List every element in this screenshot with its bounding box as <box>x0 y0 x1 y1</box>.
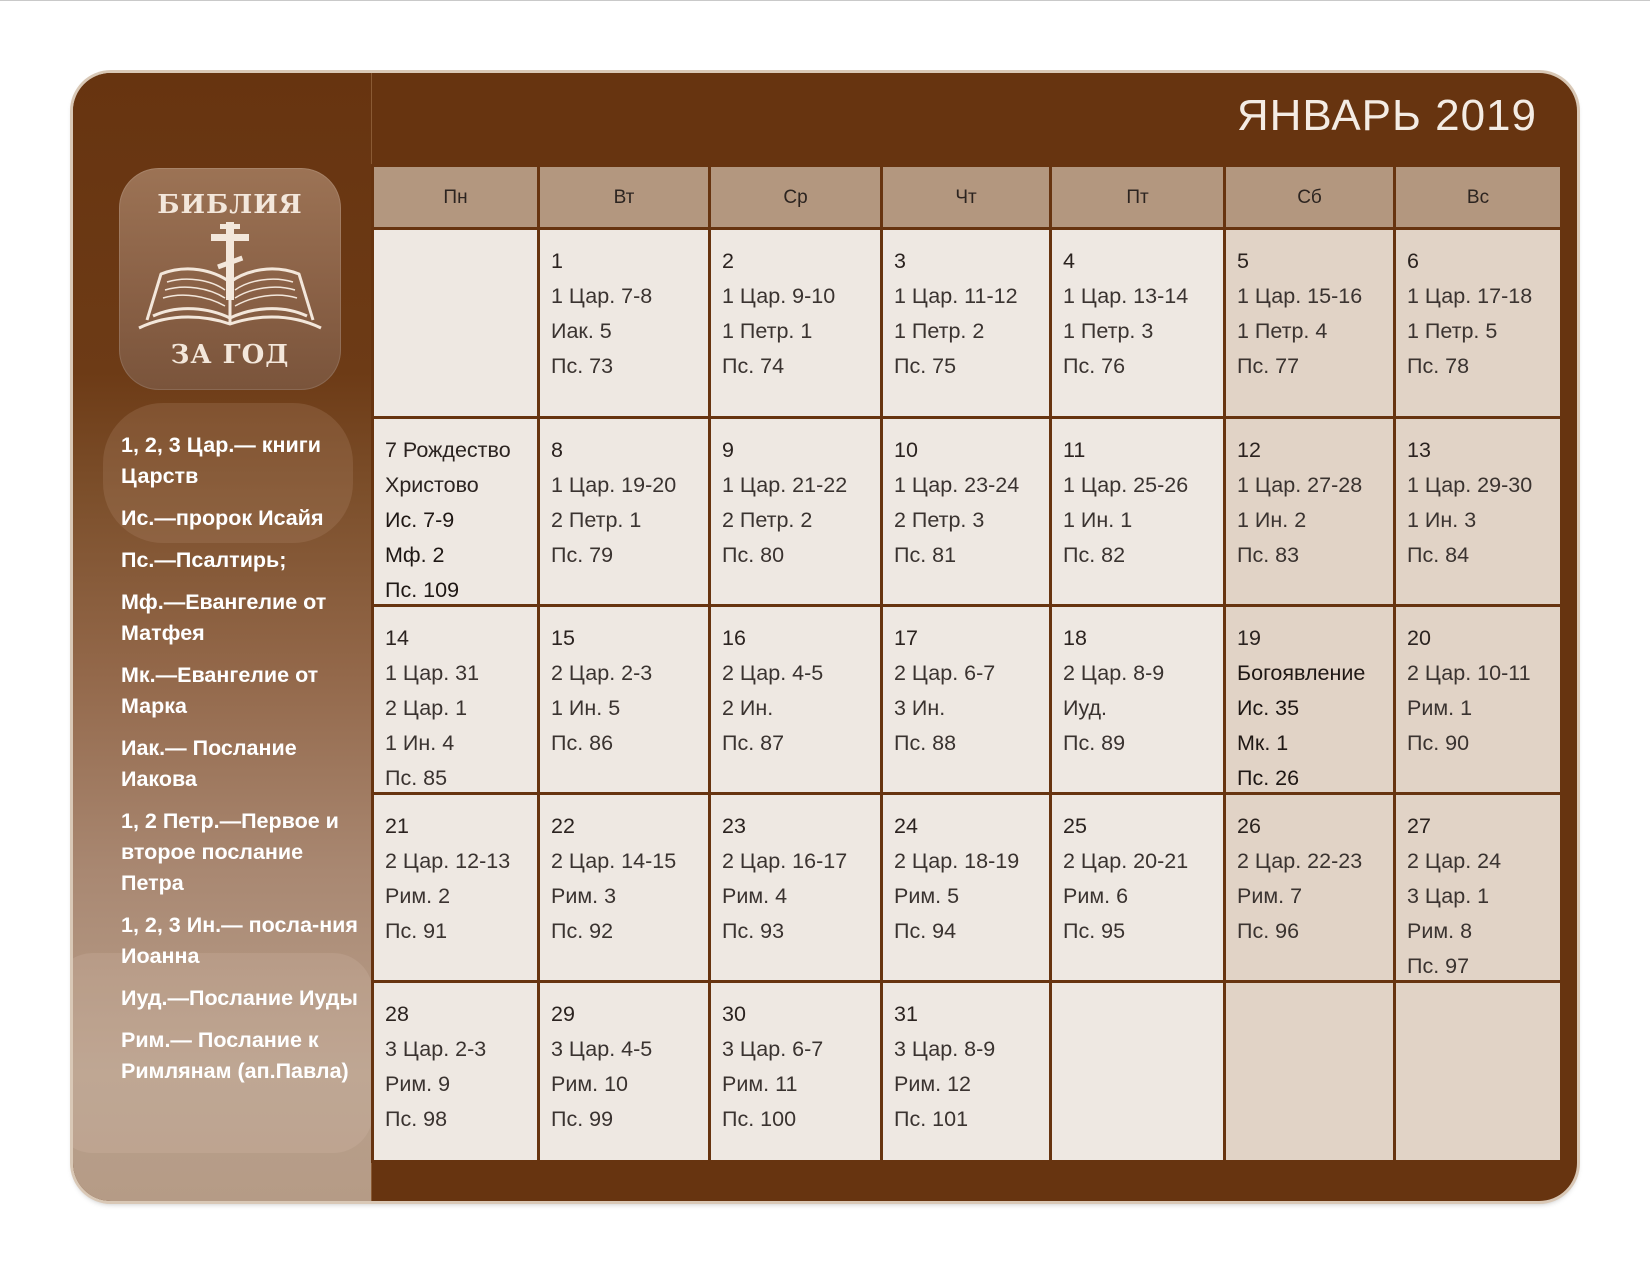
day-number: 18 <box>1063 626 1087 650</box>
day-number: 11 <box>1063 438 1086 462</box>
reading-line: 1 Ин. 2 <box>1237 508 1307 532</box>
day-cell <box>1052 419 1223 604</box>
day-number: 15 <box>551 626 575 650</box>
reading-line: 1 Петр. 1 <box>722 319 813 343</box>
reading-line: Пс. 93 <box>722 919 785 943</box>
legend-item: Ис.—пророк Исайя <box>121 506 324 530</box>
day-number: 12 <box>1237 438 1261 462</box>
reading-line: Пс. 92 <box>551 919 614 943</box>
reading-line: Рим. 7 <box>1237 884 1303 908</box>
day-number: 20 <box>1407 626 1431 650</box>
day-number: 29 <box>551 1002 575 1026</box>
day-cell <box>1396 795 1560 980</box>
reading-line: 2 Цар. 24 <box>1407 849 1502 873</box>
reading-line: 1 Цар. 27-28 <box>1237 473 1363 497</box>
day-number: 22 <box>551 814 575 838</box>
reading-line: 2 Цар. 12-13 <box>385 849 511 873</box>
day-cell <box>711 230 880 416</box>
day-number: 23 <box>722 814 746 838</box>
calendar-frame <box>73 73 1577 1201</box>
reading-line: 2 Цар. 22-23 <box>1237 849 1363 873</box>
day-number: 5 <box>1237 249 1249 273</box>
reading-line: 2 Цар. 10-11 <box>1407 661 1531 685</box>
day-cell <box>1052 230 1223 416</box>
month-title: ЯНВАРЬ 2019 <box>1236 91 1537 140</box>
reading-line: 2 Цар. 6-7 <box>894 661 996 685</box>
day-cell <box>374 983 537 1160</box>
day-cell <box>883 607 1049 792</box>
reading-line: Пс. 77 <box>1237 354 1300 378</box>
reading-line: 2 Цар. 4-5 <box>722 661 824 685</box>
reading-line: 1 Петр. 3 <box>1063 319 1154 343</box>
reading-line: Пс. 84 <box>1407 543 1470 567</box>
day-cell <box>540 230 708 416</box>
empty-day-cell <box>374 230 537 416</box>
reading-line: Рим. 6 <box>1063 884 1129 908</box>
reading-line: Пс. 78 <box>1407 354 1470 378</box>
day-number: 17 <box>894 626 918 650</box>
reading-line: Пс. 82 <box>1063 543 1126 567</box>
day-number: 27 <box>1407 814 1431 838</box>
day-cell <box>1226 607 1393 792</box>
day-number: 16 <box>722 626 746 650</box>
reading-line: Иак. 5 <box>551 319 612 343</box>
reading-line: Пс. 89 <box>1063 731 1126 755</box>
day-number: 14 <box>385 626 409 650</box>
reading-line: Иуд. <box>1063 696 1108 720</box>
day-number: 9 <box>722 438 734 462</box>
reading-line: Пс. 73 <box>551 354 614 378</box>
reading-line: Рим. 10 <box>551 1072 628 1096</box>
reading-line: 2 Цар. 8-9 <box>1063 661 1165 685</box>
reading-line: 2 Цар. 18-19 <box>894 849 1020 873</box>
day-cell <box>1226 419 1393 604</box>
reading-line: Пс. 86 <box>551 731 614 755</box>
reading-line: Рим. 2 <box>385 884 451 908</box>
day-cell <box>1052 795 1223 980</box>
reading-line: Пс. 98 <box>385 1107 448 1131</box>
legend-item: Мф.—Евангелие от Матфея <box>121 590 327 645</box>
reading-line: Мф. 2 <box>385 543 445 567</box>
day-number: 2 <box>722 249 734 273</box>
reading-line: 1 Петр. 4 <box>1237 319 1328 343</box>
reading-line: Ис. 7-9 <box>385 508 455 532</box>
reading-line: Пс. 91 <box>385 919 448 943</box>
reading-line: Пс. 85 <box>385 766 448 790</box>
day-cell <box>883 795 1049 980</box>
reading-line: Пс. 87 <box>722 731 785 755</box>
reading-line: Рим. 5 <box>894 884 960 908</box>
calendar-grid <box>371 164 1563 1163</box>
day-cell <box>374 795 537 980</box>
page-top-rule <box>0 0 1650 1</box>
day-number: 24 <box>894 814 918 838</box>
day-cell <box>1396 230 1560 416</box>
weekday-header: Ср <box>711 167 880 227</box>
empty-day-cell <box>1052 983 1223 1160</box>
day-cell <box>883 983 1049 1160</box>
reading-line: 3 Цар. 1 <box>1407 884 1490 908</box>
day-number: 30 <box>722 1002 746 1026</box>
reading-line: Пс. 99 <box>551 1107 614 1131</box>
reading-line: Рим. 3 <box>551 884 617 908</box>
abbreviation-legend <box>121 430 361 1098</box>
holiday-name: Богоявление <box>1237 661 1366 685</box>
reading-line: Пс. 83 <box>1237 543 1300 567</box>
day-cell <box>540 419 708 604</box>
reading-line: Пс. 94 <box>894 919 957 943</box>
day-cell <box>540 983 708 1160</box>
reading-line: Ис. 35 <box>1237 696 1300 720</box>
reading-line: Пс. 79 <box>551 543 614 567</box>
legend-item: 1, 2, 3 Цар.— книги Царств <box>121 433 321 488</box>
reading-line: 1 Ин. 5 <box>551 696 621 720</box>
day-number: 31 <box>894 1002 918 1026</box>
weekday-header: Пт <box>1052 167 1223 227</box>
reading-line: 1 Цар. 23-24 <box>894 473 1020 497</box>
reading-line: 1 Ин. 4 <box>385 731 455 755</box>
reading-line: 2 Петр. 3 <box>894 508 985 532</box>
day-number: 28 <box>385 1002 409 1026</box>
reading-line: Рим. 12 <box>894 1072 971 1096</box>
day-number: 8 <box>551 438 563 462</box>
reading-line: 3 Цар. 8-9 <box>894 1037 996 1061</box>
legend-item: Рим.— Послание к Римлянам (ап.Павла) <box>121 1028 349 1083</box>
reading-line: Пс. 96 <box>1237 919 1300 943</box>
reading-line: Пс. 101 <box>894 1107 969 1131</box>
day-cell <box>1396 607 1560 792</box>
day-cell <box>711 795 880 980</box>
empty-day-cell <box>1226 983 1393 1160</box>
day-number: 4 <box>1063 249 1075 273</box>
day-cell <box>540 607 708 792</box>
weekday-header: Пн <box>374 167 537 227</box>
day-cell <box>540 795 708 980</box>
reading-line: 1 Цар. 25-26 <box>1063 473 1189 497</box>
reading-line: 3 Ин. <box>894 696 946 720</box>
day-cell <box>374 419 537 604</box>
reading-line: 1 Цар. 15-16 <box>1237 284 1363 308</box>
reading-line: Пс. 76 <box>1063 354 1126 378</box>
reading-line: Рим. 8 <box>1407 919 1473 943</box>
reading-line: Пс. 97 <box>1407 954 1470 978</box>
reading-line: Пс. 95 <box>1063 919 1126 943</box>
legend-item: Мк.—Евангелие от Марка <box>121 663 319 718</box>
weekday-header: Чт <box>883 167 1049 227</box>
bible-logo <box>119 168 341 390</box>
reading-line: 2 Цар. 14-15 <box>551 849 677 873</box>
reading-line: 1 Цар. 9-10 <box>722 284 836 308</box>
weekday-header: Сб <box>1226 167 1393 227</box>
day-number-holiday: 7 Рождество Христово <box>385 438 511 497</box>
legend-item: Иак.— Послание Иакова <box>121 736 297 791</box>
reading-line: 1 Петр. 2 <box>894 319 985 343</box>
reading-line: 3 Цар. 6-7 <box>722 1037 824 1061</box>
day-cell <box>1226 230 1393 416</box>
weekday-header: Вт <box>540 167 708 227</box>
reading-line: Пс. 80 <box>722 543 785 567</box>
reading-line: 2 Цар. 2-3 <box>551 661 653 685</box>
reading-line: 3 Цар. 2-3 <box>385 1037 487 1061</box>
legend-item: Пс.—Псалтирь; <box>121 548 287 572</box>
day-cell <box>1052 607 1223 792</box>
reading-line: 1 Цар. 21-22 <box>722 473 848 497</box>
reading-line: Пс. 100 <box>722 1107 797 1131</box>
legend-item: 1, 2 Петр.—Первое и второе послание Петра <box>121 809 339 895</box>
reading-line: Рим. 9 <box>385 1072 451 1096</box>
reading-line: Пс. 74 <box>722 354 785 378</box>
reading-line: Пс. 81 <box>894 543 957 567</box>
open-bible-cross-icon <box>127 220 333 340</box>
logo-top-word: БИБЛИЯ <box>157 190 303 220</box>
reading-line: Рим. 1 <box>1407 696 1473 720</box>
day-cell <box>711 419 880 604</box>
day-number: 21 <box>385 814 409 838</box>
day-cell <box>374 607 537 792</box>
reading-line: Пс. 109 <box>385 578 460 602</box>
day-cell <box>1396 419 1560 604</box>
sidebar <box>73 73 372 1201</box>
reading-line: 1 Цар. 17-18 <box>1407 284 1533 308</box>
reading-line: 1 Ин. 1 <box>1063 508 1133 532</box>
reading-line: 2 Петр. 1 <box>551 508 642 532</box>
reading-line: Пс. 88 <box>894 731 957 755</box>
reading-line: Мк. 1 <box>1237 731 1289 755</box>
day-number: 10 <box>894 438 918 462</box>
day-cell <box>883 419 1049 604</box>
empty-day-cell <box>1396 983 1560 1160</box>
reading-line: 1 Цар. 19-20 <box>551 473 677 497</box>
day-cell <box>883 230 1049 416</box>
reading-line: 1 Цар. 7-8 <box>551 284 653 308</box>
day-cell <box>1226 795 1393 980</box>
reading-line: 1 Цар. 11-12 <box>894 284 1018 308</box>
day-number: 25 <box>1063 814 1087 838</box>
day-number: 26 <box>1237 814 1261 838</box>
day-cell <box>711 607 880 792</box>
day-cell <box>711 983 880 1160</box>
reading-line: 1 Цар. 29-30 <box>1407 473 1533 497</box>
day-number: 6 <box>1407 249 1419 273</box>
day-number: 13 <box>1407 438 1431 462</box>
reading-line: Пс. 26 <box>1237 766 1300 790</box>
legend-item: Иуд.—Послание Иуды <box>121 986 358 1010</box>
reading-line: 1 Петр. 5 <box>1407 319 1498 343</box>
reading-line: 2 Цар. 16-17 <box>722 849 848 873</box>
reading-line: 2 Ин. <box>722 696 774 720</box>
reading-line: Пс. 90 <box>1407 731 1470 755</box>
reading-line: 1 Ин. 3 <box>1407 508 1477 532</box>
legend-item: 1, 2, 3 Ин.— посла-ния Иоанна <box>121 913 358 968</box>
logo-bottom-word: ЗА ГОД <box>170 340 290 370</box>
day-number: 3 <box>894 249 906 273</box>
reading-line: 2 Петр. 2 <box>722 508 813 532</box>
day-number: 19 <box>1237 626 1261 650</box>
reading-line: Рим. 4 <box>722 884 788 908</box>
reading-line: Пс. 75 <box>894 354 957 378</box>
reading-line: 1 Цар. 13-14 <box>1063 284 1189 308</box>
day-number: 1 <box>551 249 563 273</box>
weekday-header: Вс <box>1396 167 1560 227</box>
reading-line: Рим. 11 <box>722 1072 798 1096</box>
reading-line: 1 Цар. 31 <box>385 661 480 685</box>
reading-line: 2 Цар. 20-21 <box>1063 849 1189 873</box>
reading-line: 3 Цар. 4-5 <box>551 1037 653 1061</box>
reading-line: 2 Цар. 1 <box>385 696 468 720</box>
